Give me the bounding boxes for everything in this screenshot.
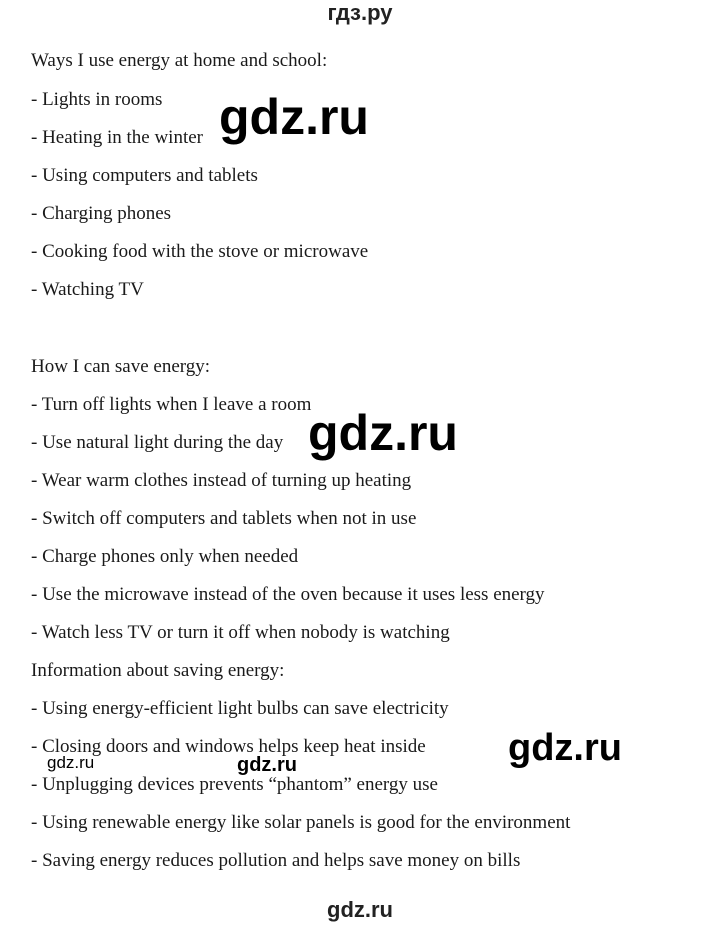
list-item: - Wear warm clothes instead of turning up heating (31, 470, 412, 491)
list-item: - Lights in rooms (31, 89, 163, 110)
list-item: - Cooking food with the stove or microwave (31, 241, 369, 262)
list-item: - Charging phones (31, 203, 172, 224)
watermark: gdz.ru (219, 89, 369, 145)
uses-heading: Ways I use energy at home and school: (31, 50, 328, 71)
site-header: гдз.ру (327, 0, 393, 25)
list-item: - Watching TV (31, 279, 144, 300)
list-item: - Use the microwave instead of the oven because it uses less energy (31, 584, 545, 605)
list-item: - Using renewable energy like solar panels is good for the environment (31, 812, 571, 833)
info-heading: Information about saving energy: (31, 660, 285, 681)
list-item: - Use natural light during the day (31, 432, 284, 453)
list-item: - Charge phones only when needed (31, 546, 299, 567)
list-item: - Heating in the winter (31, 127, 204, 148)
list-item: - Using energy-efficient light bulbs can save electricity (31, 698, 449, 719)
save-heading: How I can save energy: (31, 356, 211, 377)
list-item: - Watch less TV or turn it off when nobody is watching (31, 622, 450, 643)
list-item: - Using computers and tablets (31, 165, 258, 186)
list-item: - Saving energy reduces pollution and helps save money on bills (31, 850, 521, 871)
list-item: - Unplugging devices prevents “phantom” energy use (31, 774, 438, 795)
watermark: gdz.ru (237, 754, 297, 776)
list-item: - Switch off computers and tablets when not in use (31, 508, 417, 529)
list-item: - Closing doors and windows helps keep heat inside (31, 736, 426, 757)
site-footer: gdz.ru (327, 897, 393, 922)
watermark: gdz.ru (308, 405, 458, 461)
list-item: - Turn off lights when I leave a room (31, 394, 312, 415)
watermark: gdz.ru (508, 727, 622, 769)
watermark: gdz.ru (47, 753, 95, 772)
